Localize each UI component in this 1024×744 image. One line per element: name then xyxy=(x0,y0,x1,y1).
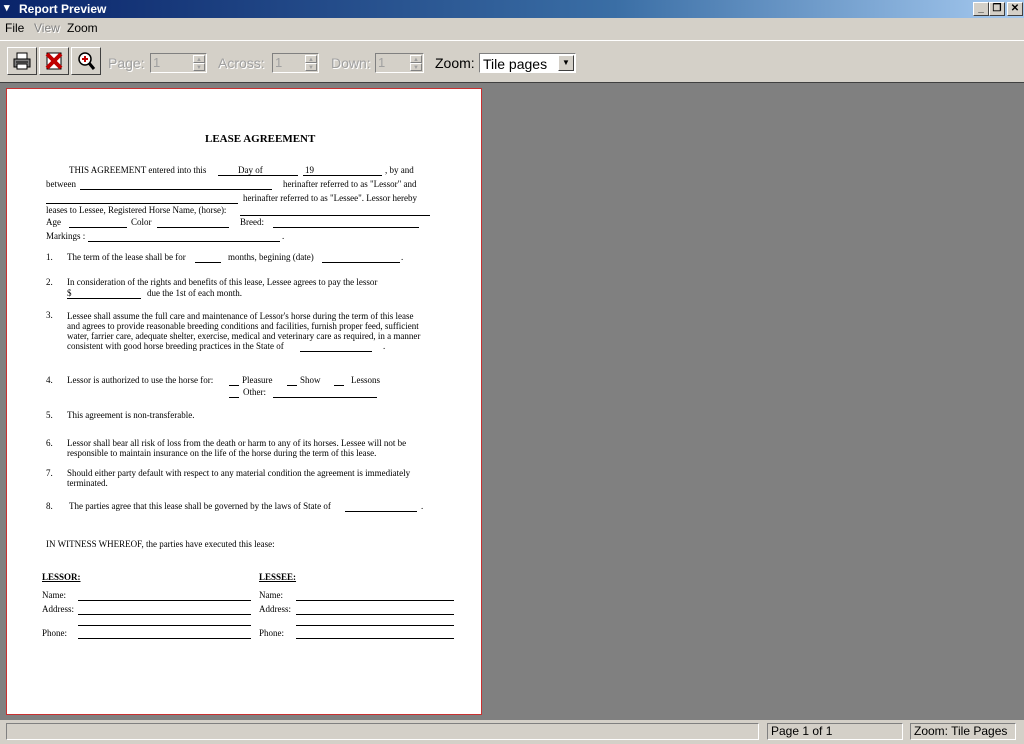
item-5-text: This agreement is non-transferable. xyxy=(67,410,195,420)
lessee-address-label: Address: xyxy=(259,604,291,614)
lessor-phone-label: Phone: xyxy=(42,628,68,638)
spin-up-icon[interactable]: ▲ xyxy=(193,55,205,63)
spin-down-icon[interactable]: ▼ xyxy=(193,63,205,71)
between-text: between xyxy=(46,179,76,189)
across-spinner[interactable] xyxy=(272,53,319,73)
menu-zoom[interactable]: Zoom xyxy=(67,21,98,35)
down-value: 1 xyxy=(378,55,386,70)
minimize-icon: _ xyxy=(978,3,984,14)
lessor-address-label: Address: xyxy=(42,604,74,614)
item-8-number: 8. xyxy=(46,501,53,511)
item-4-number: 4. xyxy=(46,375,53,385)
zoom-dropdown[interactable] xyxy=(479,53,576,73)
item-3-line-3: water, farrier care, adequate shelter, exercise, medical and veterinary care as required, in a manner xyxy=(67,331,421,341)
title-bar xyxy=(0,0,1024,18)
magnifier-icon xyxy=(76,51,96,71)
item-6-line-2: responsible to maintain insurance on the life of the horse during the term of this lease. xyxy=(67,448,377,458)
item-2-number: 2. xyxy=(46,277,53,287)
item-8-period: . xyxy=(421,501,424,511)
status-bar xyxy=(0,720,1024,744)
status-zoom: Zoom: Tile Pages xyxy=(910,723,1016,740)
page-spinner[interactable] xyxy=(150,53,207,73)
menu-view[interactable]: View xyxy=(34,21,60,35)
zoom-in-button[interactable] xyxy=(71,47,101,75)
status-panel-main xyxy=(6,723,759,740)
restore-icon: ❐ xyxy=(992,3,1002,14)
item-7-number: 7. xyxy=(46,468,53,478)
lessor-heading: LESSOR: xyxy=(42,572,81,582)
lessor-name-label: Name: xyxy=(42,590,66,600)
window-title: Report Preview xyxy=(19,2,107,16)
close-icon: ✕ xyxy=(1010,3,1020,14)
item-1-period: . xyxy=(401,252,404,262)
item-2-line-1: In consideration of the rights and benefits of this lease, Lessee agrees to pay the lessor xyxy=(67,277,378,287)
markings-period: . xyxy=(282,231,285,241)
item-4-text: Lessor is authorized to use the horse for: xyxy=(67,375,214,385)
close-button[interactable] xyxy=(1007,2,1023,16)
app-icon: ▾ xyxy=(4,2,10,14)
print-button[interactable] xyxy=(7,47,37,75)
minimize-button[interactable] xyxy=(973,2,989,16)
item-6-line-1: Lessor shall bear all risk of loss from the death or harm to any of its horses. Lessee will not be xyxy=(67,438,407,448)
zoom-label: Zoom: xyxy=(435,55,475,71)
document-title: LEASE AGREEMENT xyxy=(205,133,316,145)
page-label: Page: xyxy=(108,55,145,71)
age-label: Age xyxy=(46,217,61,227)
close-preview-button[interactable] xyxy=(39,47,69,75)
item-3-line-4: consistent with good horse breeding practices in the State of xyxy=(67,341,284,351)
lessee-name-label: Name: xyxy=(259,590,283,600)
option-other: Other: xyxy=(243,387,266,397)
preview-area[interactable] xyxy=(0,82,1024,720)
close-document-icon xyxy=(44,51,64,71)
item-3-line-2: and agrees to provide reasonable breeding conditions and facilities, furnish proper feed, sufficient xyxy=(67,321,419,331)
option-show: Show xyxy=(300,375,321,385)
item-6-number: 6. xyxy=(46,438,53,448)
menu-bar xyxy=(0,18,1024,38)
restore-button[interactable] xyxy=(989,2,1005,16)
item-3-line-1: Lessee shall assume the full care and maintenance of Lessor's horse during the term of this lease xyxy=(67,311,414,321)
item-1-text-a: The term of the lease shall be for xyxy=(67,252,186,262)
down-label: Down: xyxy=(331,55,371,71)
spin-down-icon[interactable]: ▼ xyxy=(305,63,317,71)
down-spinner[interactable] xyxy=(375,53,424,73)
status-page: Page 1 of 1 xyxy=(767,723,903,740)
option-lessons: Lessons xyxy=(351,375,380,385)
breed-label: Breed: xyxy=(240,217,264,227)
printer-icon xyxy=(12,51,32,71)
item-1-number: 1. xyxy=(46,252,53,262)
leases-text: leases to Lessee, Registered Horse Name, (horse): xyxy=(46,205,227,215)
lessee-phone-label: Phone: xyxy=(259,628,285,638)
page-value: 1 xyxy=(153,55,161,70)
witness-text: IN WITNESS WHEREOF, the parties have executed this lease: xyxy=(46,539,275,549)
intro-day: Day of xyxy=(238,165,263,175)
color-label: Color xyxy=(131,217,152,227)
item-7-line-2: terminated. xyxy=(67,478,108,488)
item-7-line-1: Should either party default with respect to any material condition the agreement is immediately xyxy=(67,468,411,478)
dropdown-arrow-icon[interactable]: ▼ xyxy=(558,55,574,71)
item-1-text-b: months, begining (date) xyxy=(228,252,314,262)
zoom-value: Tile pages xyxy=(483,56,548,72)
intro-text: THIS AGREEMENT entered into this xyxy=(69,165,207,175)
item-3-number: 3. xyxy=(46,310,53,320)
across-label: Across: xyxy=(218,55,265,71)
item-2-line-2: due the 1st of each month. xyxy=(147,288,242,298)
lessor-ref-text: herinafter referred to as "Lessor" and xyxy=(283,179,417,189)
option-pleasure: Pleasure xyxy=(242,375,273,385)
report-page xyxy=(6,88,482,715)
markings-label: Markings : xyxy=(46,231,86,241)
lessee-heading: LESSEE: xyxy=(259,572,297,582)
lessee-ref-text: herinafter referred to as "Lessee". Lessor hereby xyxy=(243,193,418,203)
item-2-dollar: $ xyxy=(67,288,72,298)
item-8-text: The parties agree that this lease shall be governed by the laws of State of xyxy=(69,501,331,511)
spin-up-icon[interactable]: ▲ xyxy=(305,55,317,63)
across-value: 1 xyxy=(275,55,283,70)
item-3-period: . xyxy=(383,341,386,351)
intro-year: 19 xyxy=(305,165,314,175)
item-5-number: 5. xyxy=(46,410,53,420)
spin-down-icon[interactable]: ▼ xyxy=(410,63,422,71)
menu-file[interactable]: File xyxy=(5,21,25,35)
spin-up-icon[interactable]: ▲ xyxy=(410,55,422,63)
intro-by: , by and xyxy=(385,165,414,175)
